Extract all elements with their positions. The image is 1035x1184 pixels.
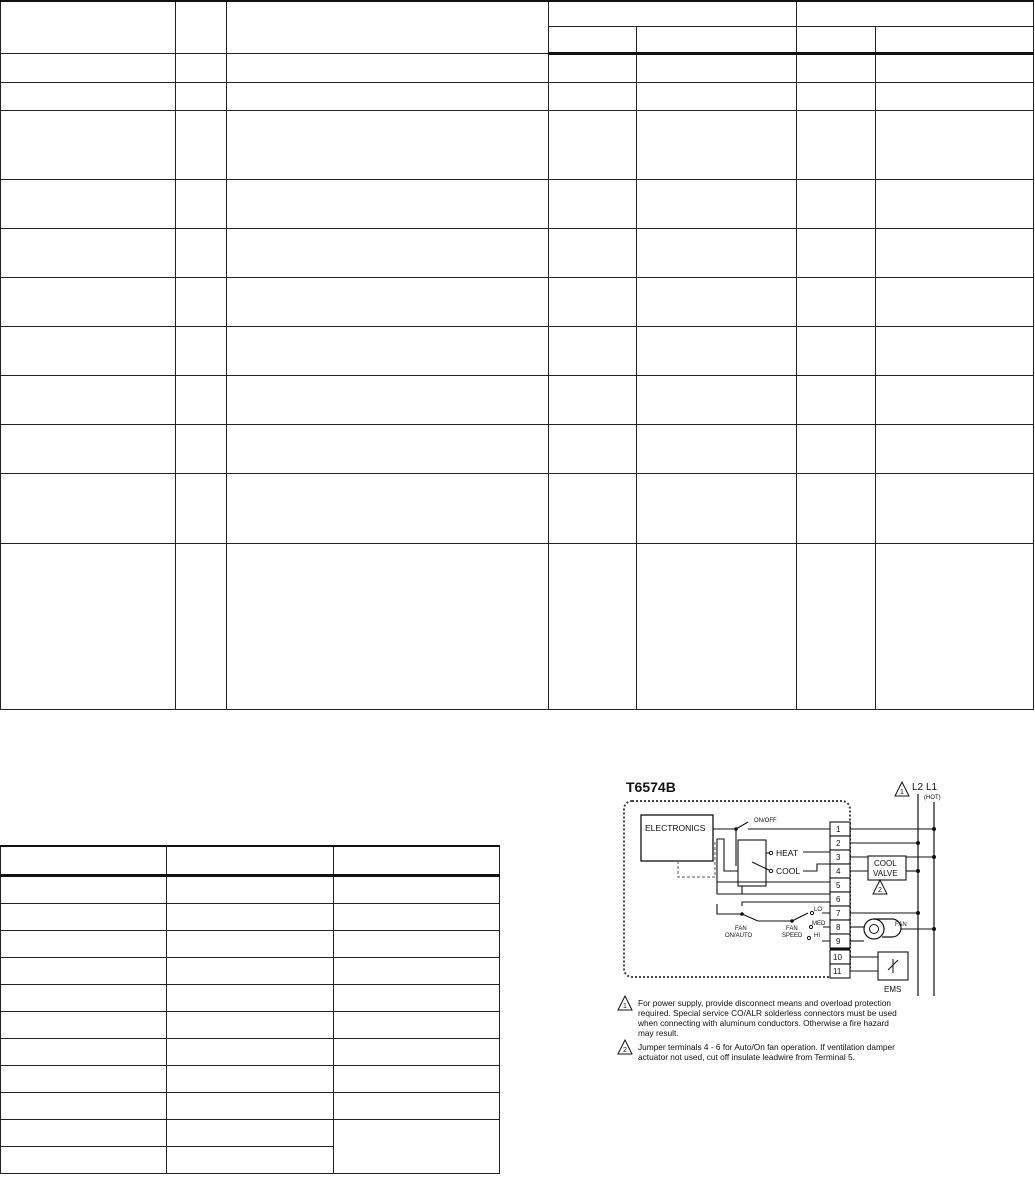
table-row — [1, 904, 500, 931]
note-1-number: 1 — [623, 1003, 627, 1010]
table-cell — [549, 544, 637, 710]
l2-label: L2 — [912, 782, 924, 793]
header-group-a — [549, 1, 797, 27]
note-1-line-1: For power supply, provide disconnect means and overload protection — [638, 998, 892, 1008]
subheader-b2 — [876, 27, 1034, 54]
table-row — [1, 1012, 500, 1039]
table-row — [1, 958, 500, 985]
note-1-line-3: when connecting with aluminum conductors. Otherwise a fire hazard — [638, 1018, 889, 1028]
heat-label: HEAT — [776, 848, 799, 858]
table-cell — [549, 474, 637, 544]
terminal-11: 11 — [833, 967, 842, 976]
table-row — [1, 54, 1034, 83]
table-row — [1, 1120, 500, 1147]
table-cell — [876, 229, 1034, 278]
model-label: T6574B — [626, 779, 676, 795]
wiring-diagram — [612, 774, 962, 1074]
table-cell — [1, 278, 176, 327]
table-cell — [1, 111, 176, 180]
table-cell — [637, 83, 797, 111]
table-cell — [1, 327, 176, 376]
table-row — [1, 327, 1034, 376]
small-header-1 — [1, 846, 167, 876]
table-cell — [227, 180, 549, 229]
table-cell — [227, 54, 549, 83]
table-cell — [797, 474, 876, 544]
table-cell — [1, 180, 176, 229]
med-label: MED — [812, 921, 826, 927]
on-off-label: ON/OFF — [754, 818, 777, 824]
table-cell — [227, 229, 549, 278]
table-cell — [176, 425, 227, 474]
header-group-b — [797, 1, 1034, 27]
terminal-1: 1 — [836, 825, 841, 834]
terminal-8: 8 — [836, 923, 841, 932]
table-cell — [176, 83, 227, 111]
table-cell — [227, 425, 549, 474]
table-cell — [176, 474, 227, 544]
table-row — [1, 111, 1034, 180]
spec-table-body — [1, 54, 1034, 710]
terminal-2: 2 — [836, 839, 841, 848]
electronics-box — [641, 815, 713, 861]
table-cell — [549, 376, 637, 425]
table-cell — [227, 544, 549, 710]
table-cell — [549, 54, 637, 83]
table-cell — [176, 376, 227, 425]
note-2-line-1: Jumper terminals 4 - 6 for Auto/On fan operation. If ventilation damper — [638, 1042, 895, 1052]
table-cell — [549, 278, 637, 327]
table-row — [1, 229, 1034, 278]
table-row — [1, 1093, 500, 1120]
table-cell — [176, 327, 227, 376]
subheader-a2 — [637, 27, 797, 54]
table-row — [1, 876, 500, 904]
table-cell — [637, 474, 797, 544]
terminal-9: 9 — [836, 937, 841, 946]
table-row — [1, 931, 500, 958]
table-row — [1, 985, 500, 1012]
table-cell — [227, 83, 549, 111]
small-table-body — [1, 876, 500, 1174]
table-row — [1, 544, 1034, 710]
table-cell — [876, 327, 1034, 376]
table-cell — [1, 425, 176, 474]
cool-valve-label-2: VALVE — [873, 869, 898, 878]
table-cell — [876, 278, 1034, 327]
fan-speed-label-1: FAN — [786, 926, 798, 932]
fan-on-auto-label-2: ON/AUTO — [725, 933, 753, 939]
ems-label: EMS — [884, 985, 902, 994]
lo-label: LO — [814, 907, 823, 913]
table-cell — [797, 544, 876, 710]
table-row — [1, 278, 1034, 327]
warning-2-number: 2 — [878, 887, 882, 894]
fan-motor-icon — [864, 919, 884, 939]
table-cell — [1, 376, 176, 425]
header-col-3 — [227, 1, 549, 54]
table-cell — [637, 229, 797, 278]
table-cell — [549, 229, 637, 278]
table-cell — [549, 83, 637, 111]
table-cell — [549, 111, 637, 180]
table-cell — [797, 278, 876, 327]
table-row — [1, 1039, 500, 1066]
table-cell — [1, 229, 176, 278]
hi-label: HI — [814, 933, 820, 939]
table-cell — [637, 54, 797, 83]
terminal-3: 3 — [836, 853, 841, 862]
table-cell — [876, 180, 1034, 229]
table-cell — [797, 111, 876, 180]
terminal-5: 5 — [836, 881, 841, 890]
table-cell — [227, 278, 549, 327]
table-cell — [176, 544, 227, 710]
table-row — [1, 1066, 500, 1093]
table-cell — [1, 83, 176, 111]
table-cell — [176, 229, 227, 278]
fan-on-auto-label-1: FAN — [735, 926, 747, 932]
terminal-7: 7 — [836, 909, 841, 918]
fan-speed-label-2: SPEED — [782, 933, 803, 939]
table-cell — [227, 474, 549, 544]
cool-label: COOL — [776, 866, 801, 876]
table-cell — [1, 54, 176, 83]
table-cell — [176, 180, 227, 229]
table-cell — [637, 376, 797, 425]
table-cell — [876, 376, 1034, 425]
table-cell — [637, 111, 797, 180]
table-cell — [797, 180, 876, 229]
table-cell — [227, 327, 549, 376]
table-cell — [1, 544, 176, 710]
cool-valve-label-1: COOL — [874, 859, 897, 868]
table-cell — [876, 474, 1034, 544]
table-cell — [549, 327, 637, 376]
table-cell — [227, 376, 549, 425]
terminal-block — [830, 822, 850, 978]
terminal-6: 6 — [836, 895, 841, 904]
table-cell — [876, 544, 1034, 710]
note-1-line-2: required. Special service CO/ALR solderless connectors must be used — [638, 1008, 897, 1018]
table-cell — [227, 111, 549, 180]
note-2-number: 2 — [623, 1047, 627, 1054]
small-table — [0, 845, 499, 1174]
table-row — [1, 425, 1034, 474]
table-row — [1, 180, 1034, 229]
terminal-10: 10 — [833, 953, 842, 962]
header-col-2 — [176, 1, 227, 54]
table-row — [1, 83, 1034, 111]
fan-label: FAN — [895, 922, 907, 928]
table-cell — [876, 83, 1034, 111]
table-cell — [176, 278, 227, 327]
header-col-1 — [1, 1, 176, 54]
table-cell — [876, 54, 1034, 83]
table-cell — [637, 180, 797, 229]
table-cell — [176, 111, 227, 180]
table-cell — [1, 474, 176, 544]
table-cell — [797, 425, 876, 474]
subheader-b1 — [797, 27, 876, 54]
electronics-label: ELECTRONICS — [645, 823, 706, 833]
table-cell — [876, 111, 1034, 180]
small-header-3 — [334, 846, 500, 876]
note-1-line-4: may result. — [638, 1028, 679, 1038]
small-header-2 — [167, 846, 334, 876]
table-cell — [637, 425, 797, 474]
table-cell — [797, 83, 876, 111]
table-cell — [797, 229, 876, 278]
table-cell — [637, 278, 797, 327]
table-row — [1, 474, 1034, 544]
subheader-a1 — [549, 27, 637, 54]
table-cell — [797, 54, 876, 83]
table-row — [1, 376, 1034, 425]
table-cell — [797, 327, 876, 376]
table-cell — [637, 327, 797, 376]
table-cell — [549, 180, 637, 229]
table-cell — [637, 544, 797, 710]
table-cell — [876, 425, 1034, 474]
terminal-4: 4 — [836, 867, 841, 876]
warning-1-number: 1 — [900, 789, 904, 796]
table-cell — [176, 54, 227, 83]
table-cell — [797, 376, 876, 425]
relay-box — [738, 840, 766, 886]
l1-label: L1 — [926, 782, 938, 793]
note-2-line-2: actuator not used, cut off insulate leadwire from Terminal 5. — [638, 1052, 855, 1062]
table-cell — [549, 425, 637, 474]
hot-label: (HOT) — [924, 795, 941, 801]
